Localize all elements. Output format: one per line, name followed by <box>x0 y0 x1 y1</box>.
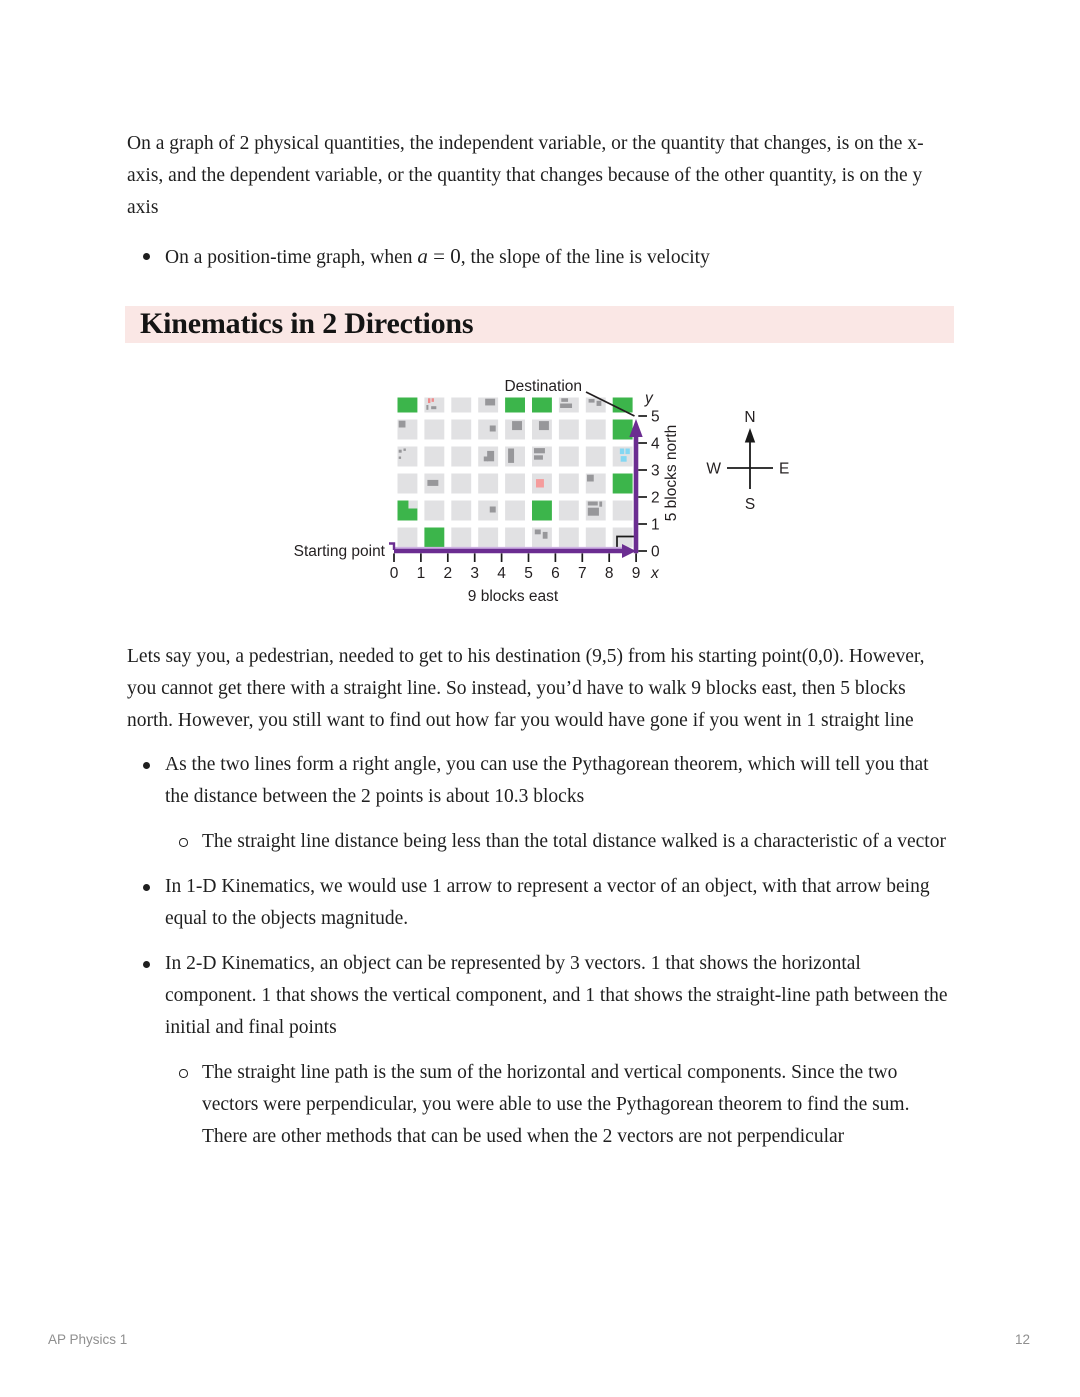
subbullet-straight-line-sum: The straight line path is the sum of the horizontal and vertical components. Since the two vectors were perpendicular, you were able to use the Pythagorean theorem to find the sum. There are other methods that can be used when the 2 vectors are not perpendicular <box>127 1057 954 1153</box>
subbullet-vector-characteristic: The straight line distance being less than the total distance walked is a characteristic of a vector <box>127 826 954 858</box>
bullet-text-post: , the slope of the line is velocity <box>460 247 710 268</box>
body-paragraph: Lets say you, a pedestrian, needed to get to his destination (9,5) from his starting point(0,0). However, you cannot get there with a straight line. So instead, you’d have to walk 9 blocks east, then 5 blocks north. However, you still want to find out how far you would have gone if you went in 1 straight line <box>127 646 925 731</box>
svg-text:9: 9 <box>631 565 641 582</box>
svg-text:1: 1 <box>416 565 426 582</box>
section-heading: Kinematics in 2 Directions <box>125 306 954 343</box>
y-axis-letter: y <box>645 390 653 407</box>
svg-text:3: 3 <box>470 565 480 582</box>
bullet-pythagorean: As the two lines form a right angle, you can use the Pythagorean theorem, which will tell you that the distance between the 2 points is about 10.3 blocks <box>127 749 954 813</box>
math-variable-a: a <box>417 244 428 268</box>
svg-text:4: 4 <box>651 435 660 453</box>
content-column <box>127 0 954 1166</box>
svg-text:6: 6 <box>551 565 560 582</box>
compass-rose <box>706 409 789 513</box>
body-bullet-list <box>127 749 954 1153</box>
destination-label: Destination <box>504 378 582 395</box>
svg-text:1: 1 <box>651 516 660 534</box>
bullet-2d-kinematics: In 2-D Kinematics, an object can be represented by 3 vectors. 1 that shows the horizontal component. 1 that shows the vertical component, and 1 that shows the straight-line path between the initial and final points <box>127 948 954 1044</box>
starting-point-label: Starting point <box>293 543 385 560</box>
svg-text:0: 0 <box>389 565 399 582</box>
svg-text:2: 2 <box>443 565 453 582</box>
svg-text:5: 5 <box>524 565 533 582</box>
y-axis-caption: 5 blocks north <box>663 424 680 522</box>
svg-text:0: 0 <box>651 543 660 561</box>
math-equals-zero: = 0 <box>427 244 461 268</box>
compass-north-arrowhead <box>745 428 755 443</box>
svg-text:3: 3 <box>651 462 660 480</box>
svg-text:7: 7 <box>577 565 587 582</box>
compass-south-label: S <box>744 496 756 513</box>
compass-east-label: E <box>779 460 790 478</box>
bullet-text-pre: On a position-time graph, when <box>165 247 418 268</box>
city-blocks-figure <box>127 373 954 611</box>
bullet-1d-kinematics: In 1-D Kinematics, we would use 1 arrow to represent a vector of an object, with that arrow being equal to the objects magnitude. <box>127 871 954 935</box>
footer-course-label: AP Physics 1 <box>48 1332 128 1347</box>
x-axis-caption: 9 blocks east <box>467 588 559 605</box>
x-axis-letter: x <box>651 565 659 582</box>
compass-west-label: W <box>706 460 721 478</box>
svg-text:2: 2 <box>651 489 660 507</box>
svg-text:8: 8 <box>604 565 614 582</box>
svg-text:5: 5 <box>651 408 660 426</box>
displacement-diagram <box>285 373 805 611</box>
intro-bullet-item <box>127 240 954 274</box>
svg-text:4: 4 <box>497 565 506 582</box>
city-grid <box>398 398 633 548</box>
compass-north-label: N <box>744 409 756 426</box>
intro-bullet-list <box>127 240 954 274</box>
intro-paragraph: On a graph of 2 physical quantities, the independent variable, or the quantity that changes, is on the x-axis, and the dependent variable, or the quantity that changes because of the other quantity, is on the y axis <box>127 133 924 218</box>
starting-point-leader <box>389 544 394 551</box>
footer-page-number: 12 <box>1014 1332 1030 1347</box>
